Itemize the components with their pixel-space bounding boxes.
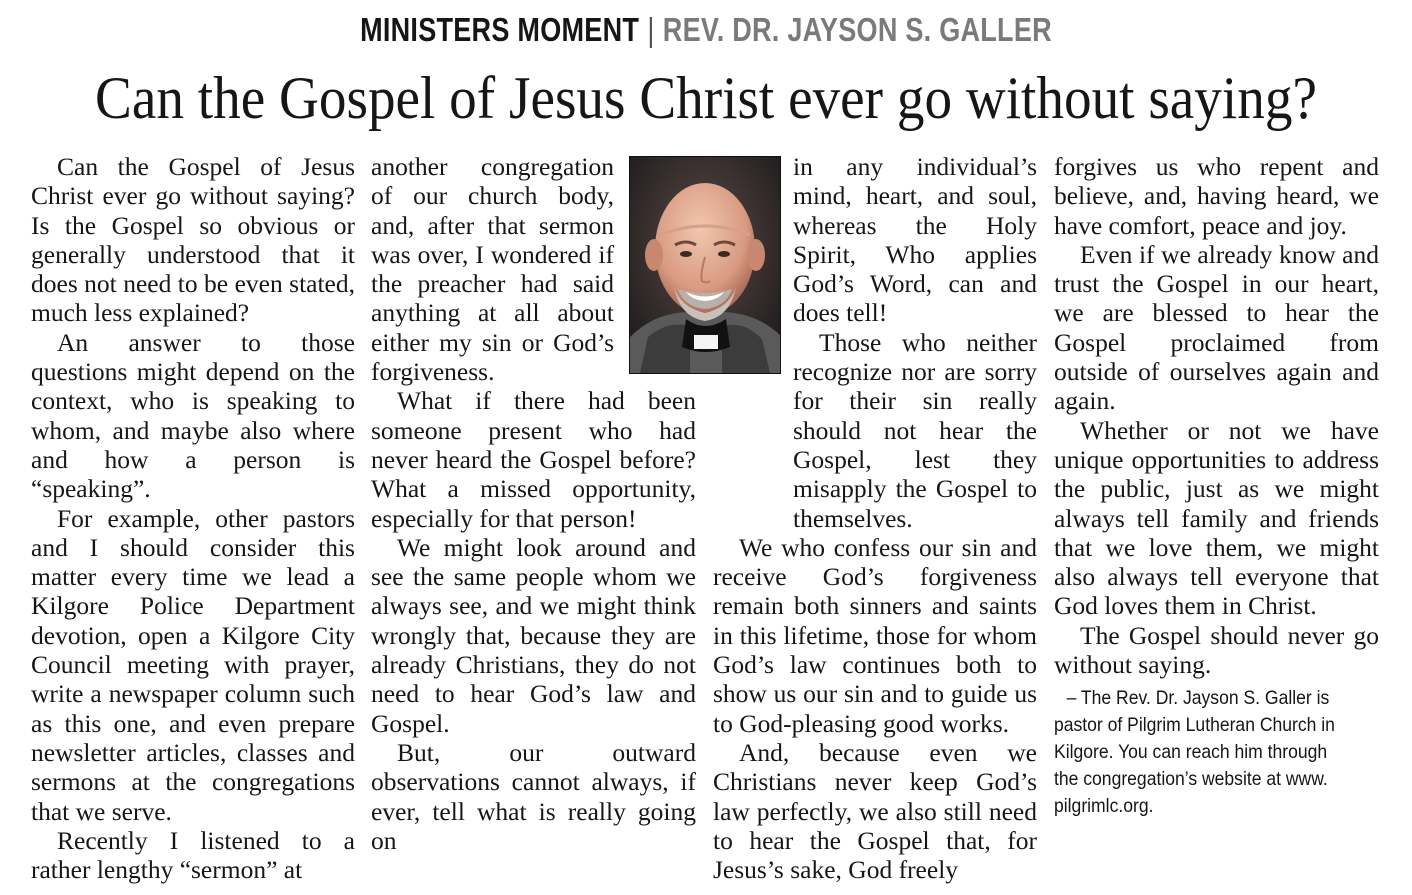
kicker-separator: |: [647, 11, 655, 48]
bio-line: Kilgore. You can reach him through: [1054, 741, 1328, 764]
article-column-4: [1054, 152, 1379, 820]
article-column-3: [713, 152, 1037, 884]
paragraph: For example, other pastors and I should consider this matter every time we lead a Kilgore Police Department devotion, open a Kilgore City Council meeting with prayer, write a newspaper column such as this one, and even prepare newsletter articles, classes and sermons at the congregations that we serve.: [31, 503, 355, 826]
paragraph: We might look around and see the same people whom we always see, and we might think wrongly that, because they are already Christians, they do not need to hear God’s law and Gospel.: [371, 532, 696, 738]
paragraph: Can the Gospel of Jesus Christ ever go without saying? Is the Gospel so obvious or generally understood that it does not need to be even stated, much less explained?: [31, 152, 355, 328]
column-kicker: [127, 8, 1285, 52]
column-name: MINISTERS MOMENT: [360, 11, 640, 48]
headline: Can the Gospel of Jesus Christ ever go without saying?: [95, 65, 1317, 131]
author-byline: REV. DR. JAYSON S. GALLER: [662, 11, 1052, 48]
paragraph: Those who neither recognize nor are sorry for their sin really should not hear the Gospel, lest they misapply the Gospel to themselves.: [793, 327, 1037, 533]
paragraph: forgives us who repent and believe, and, having heard, we have comfort, peace and joy.: [1054, 152, 1379, 240]
paragraph: An answer to those questions might depend on the context, who is speaking to whom, and maybe also where and how a person is “speaking”.: [31, 327, 355, 504]
bio-line: – The Rev. Dr. Jayson S. Galler is: [1066, 687, 1330, 710]
bio-line: pilgrimlc.org.: [1054, 795, 1154, 818]
paragraph: And, because even we Christians never keep God’s law perfectly, we also still need to hear the Gospel that, for Jesus’s sake, God freely: [713, 737, 1037, 885]
paragraph: But, our outward observations cannot always, if ever, tell what is really going on: [371, 737, 696, 855]
paragraph: in any individual’s mind, heart, and soul, whereas the Holy Spirit, Who applies God’s Word, can and does tell!: [793, 152, 1037, 328]
paragraph: another congregation of our church body, and, after that sermon was over, I wondered if the preacher had said anything at all about either my sin or God’s forgiveness.: [371, 152, 614, 387]
article-column-1: [31, 152, 355, 884]
paragraph: We who confess our sin and receive God’s forgiveness remain both sinners and saints in this lifetime, those for whom God’s law continues both to show us our sin and to guide us to God-pleasing good works.: [713, 532, 1037, 738]
bio-line: the congregation’s website at www.: [1054, 768, 1328, 791]
paragraph: Whether or not we have unique opportunities to address the public, just as we might always tell family and friends that we love them, we might also always tell everyone that God loves them in Christ.: [1054, 415, 1379, 621]
author-bio: [1054, 685, 1380, 820]
paragraph: Even if we already know and trust the Gospel in our heart, we are blessed to hear the Gospel proclaimed from outside of ourselves again and again.: [1054, 239, 1379, 416]
bio-line: pastor of Pilgrim Lutheran Church in: [1054, 714, 1335, 737]
paragraph: Recently I listened to a rather lengthy “sermon” at: [31, 825, 355, 885]
paragraph: The Gospel should never go without saying.: [1054, 620, 1379, 680]
paragraph: What if there had been someone present who had never heard the Gospel before? What a missed opportunity, especially for that person!: [371, 386, 696, 533]
